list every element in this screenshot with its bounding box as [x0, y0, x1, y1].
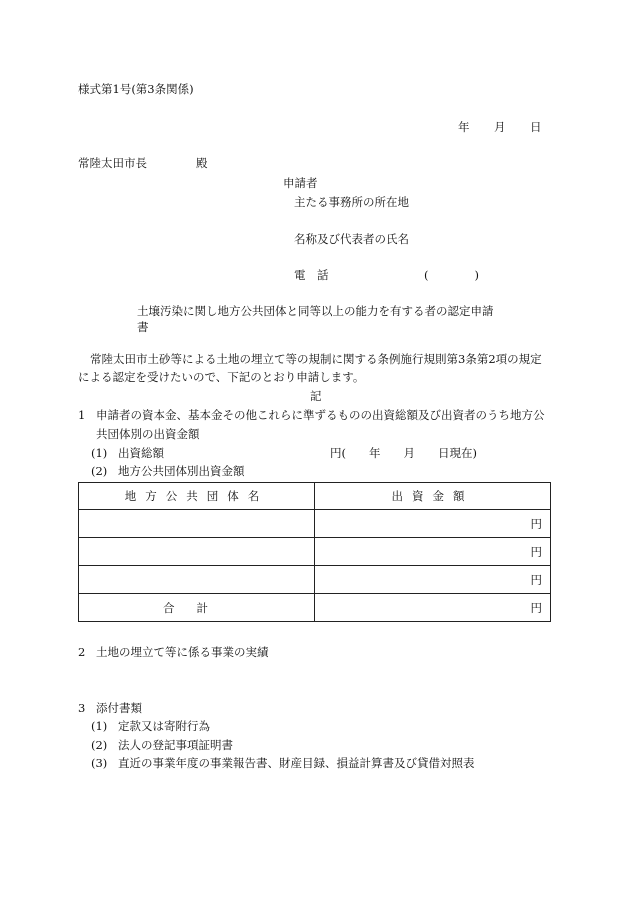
- table-row: [79, 510, 551, 538]
- office-address-label: 主たる事務所の所在地: [294, 195, 409, 209]
- attachment-2-number: (2): [91, 738, 108, 752]
- amount-cell: 円: [315, 566, 551, 594]
- header-municipality-name: 地方公共団体名: [79, 483, 315, 510]
- investment-table: [78, 482, 551, 622]
- municipality-name-cell: [79, 566, 315, 594]
- table-header-row: [79, 483, 551, 510]
- phone-parens: ( ): [424, 268, 479, 282]
- addressee-name: 常陸太田市長: [78, 156, 147, 170]
- table-row: [79, 566, 551, 594]
- phone-label: 電 話: [294, 268, 329, 282]
- body-paragraph-line2: による認定を受けたいので、下記のとおり申請します。: [78, 370, 365, 384]
- header-investment-amount: 出資金額: [315, 483, 551, 510]
- item1-label: 出資総額: [118, 446, 164, 460]
- item1-number: (1): [91, 446, 108, 460]
- table-total-row: [79, 594, 551, 622]
- amount-cell: 円: [315, 510, 551, 538]
- amount-cell: 円: [315, 538, 551, 566]
- attachment-1-text: 定款又は寄附行為: [118, 719, 210, 733]
- date-day-label: 日: [530, 120, 542, 134]
- table-row: [79, 538, 551, 566]
- section2-text: 土地の埋立て等に係る事業の実績: [96, 645, 269, 659]
- attachment-3-text: 直近の事業年度の事業報告書、財産目録、損益計算書及び貸借対照表: [118, 756, 475, 770]
- section1-text-line2: 共団体別の出資金額: [96, 427, 200, 441]
- attachment-3-number: (3): [91, 756, 108, 770]
- total-amount: 円: [315, 594, 551, 622]
- section1-text-line1: 申請者の資本金、基本金その他これらに準ずるものの出資総額及び出資者のうち地方公: [96, 408, 545, 422]
- section3-number: 3: [78, 701, 86, 715]
- addressee-honorific: 殿: [196, 156, 208, 170]
- total-label: 合計: [79, 594, 315, 622]
- item1-amount: 円( 年 月 日現在): [330, 446, 477, 460]
- item2-label: 地方公共団体別出資金額: [118, 464, 245, 478]
- section2-number: 2: [78, 645, 86, 659]
- attachment-2-text: 法人の登記事項証明書: [118, 738, 233, 752]
- item2-number: (2): [91, 464, 108, 478]
- date-year-label: 年: [458, 120, 470, 134]
- section3-text: 添付書類: [96, 701, 142, 715]
- date-month-label: 月: [494, 120, 506, 134]
- applicant-heading: 申請者: [283, 176, 318, 190]
- representative-name-label: 名称及び代表者の氏名: [294, 232, 409, 246]
- municipality-name-cell: [79, 538, 315, 566]
- municipality-name-cell: [79, 510, 315, 538]
- body-paragraph-line1: 常陸太田市土砂等による土地の埋立て等の規制に関する条例施行規則第3条第2項の規定: [90, 352, 542, 366]
- attachment-1-number: (1): [91, 719, 108, 733]
- document-title-line2: 書: [137, 320, 149, 334]
- ki-heading: 記: [310, 389, 322, 403]
- section1-number: 1: [78, 408, 86, 422]
- document-title-line1: 土壌汚染に関し地方公共団体と同等以上の能力を有する者の認定申請: [137, 304, 494, 318]
- form-number: 様式第1号(第3条関係): [78, 82, 194, 96]
